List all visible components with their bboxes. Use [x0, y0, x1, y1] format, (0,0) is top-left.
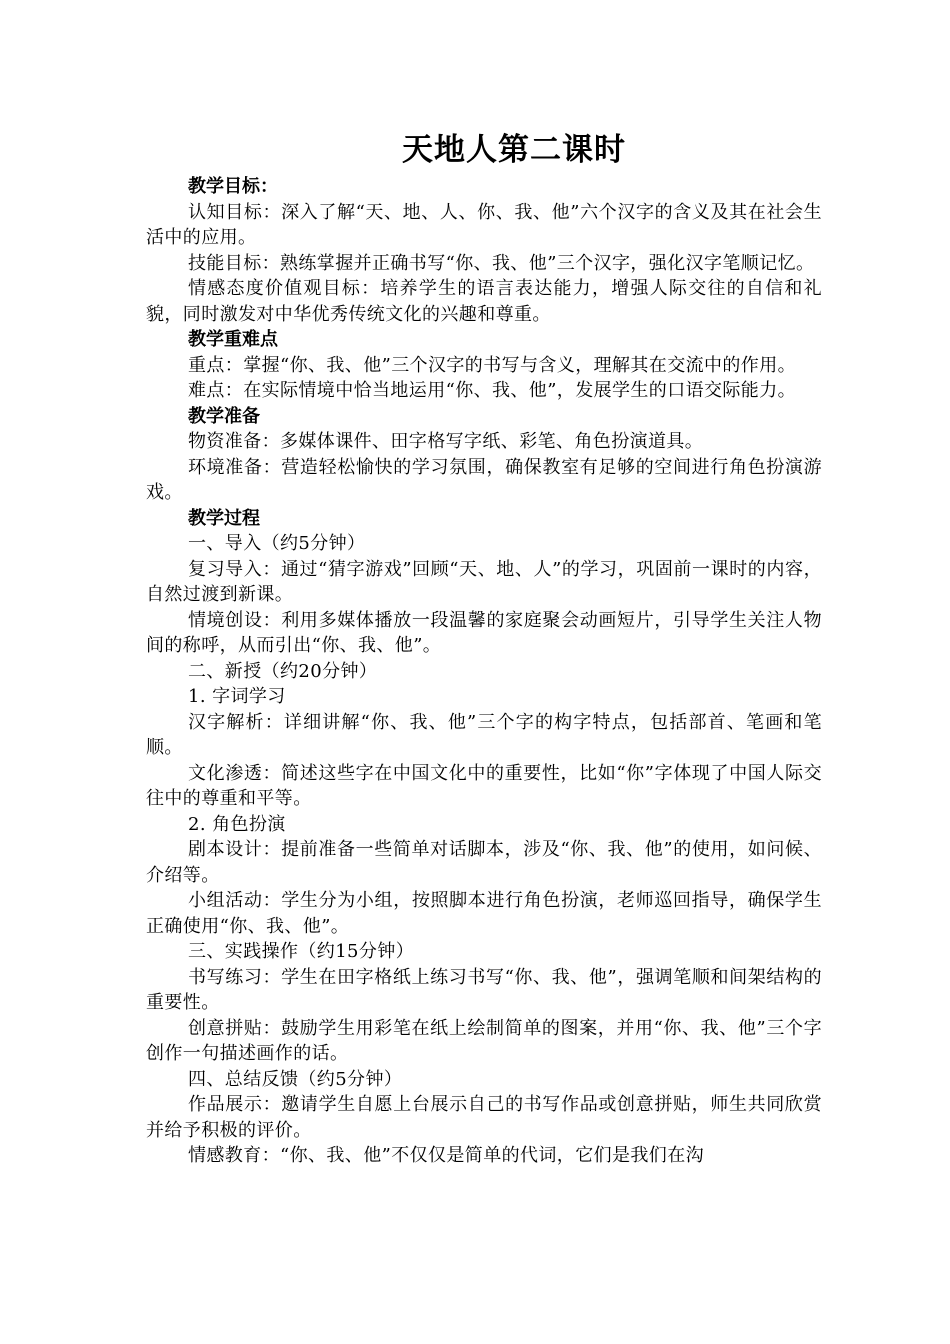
paragraph-prep-environment: 环境准备：营造轻松愉快的学习氛围，确保教室有足够的空间进行角色扮演游戏。	[146, 456, 822, 503]
subtitle-role-play: 2. 角色扮演	[188, 813, 286, 835]
paragraph-culture: 文化渗透：简述这些字在中国文化中的重要性，比如“你”字体现了中国人际交往中的尊重和平等。	[146, 762, 822, 809]
subtitle-word-learning: 1. 字词学习	[188, 686, 286, 707]
section-heading-goals: 教学目标：	[188, 176, 278, 197]
paragraph-difficult-point: 难点：在实际情境中恰当地运用“你、我、他”，发展学生的口语交际能力。	[188, 380, 797, 401]
paragraph-writing-practice: 书写练习：学生在田字格纸上练习书写“你、我、他”，强调笔顺和间架结构的重要性。	[146, 966, 822, 1013]
paragraph-intro-review: 复习导入：通过“猜字游戏”回顾“天、地、人”的学习，巩固前一课时的内容，自然过渡到新课。	[146, 558, 822, 605]
paragraph-goal-skill: 技能目标：熟练掌握并正确书写“你、我、他”三个汉字，强化汉字笔顺记忆。	[188, 252, 815, 274]
step-title-new-lesson: 二、新授（约20分钟）	[188, 660, 378, 682]
paragraph-work-display: 作品展示：邀请学生自愿上台展示自己的书写作品或创意拼贴，师生共同欣赏并给予积极的评价。	[146, 1094, 822, 1141]
document-page	[146, 128, 822, 1169]
paragraph-script-design: 剧本设计：提前准备一些简单对话脚本，涉及“你、我、他”的使用，如问候、介绍等。	[146, 839, 822, 886]
paragraph-creative-collage: 创意拼贴：鼓励学生用彩笔在纸上绘制简单的图案，并用“你、我、他”三个字创作一句描述画作的话。	[146, 1017, 822, 1064]
paragraph-character-analysis: 汉字解析：详细讲解“你、我、他”三个字的构字特点，包括部首、笔画和笔顺。	[146, 711, 822, 758]
section-heading-key-points: 教学重难点	[188, 329, 278, 350]
paragraph-goal-emotion: 情感态度价值观目标：培养学生的语言表达能力，增强人际交往的自信和礼貌，同时激发对中华优秀传统文化的兴趣和尊重。	[146, 278, 822, 325]
paragraph-goal-cognitive: 认知目标：深入了解“天、地、人、你、我、他”六个汉字的含义及其在社会生活中的应用。	[146, 201, 822, 248]
paragraph-group-activity: 小组活动：学生分为小组，按照脚本进行角色扮演，老师巡回指导，确保学生正确使用“你、我、他”。	[146, 890, 822, 937]
step-title-summary: 四、总结反馈（约5分钟）	[188, 1068, 403, 1090]
document-title: 天地人第二课时	[402, 132, 626, 168]
step-title-intro: 一、导入（约5分钟）	[188, 533, 366, 554]
section-heading-preparation: 教学准备	[188, 405, 260, 427]
paragraph-intro-scene: 情境创设：利用多媒体播放一段温馨的家庭聚会动画短片，引导学生关注人物间的称呼，从而引出“你、我、他”。	[146, 609, 822, 656]
paragraph-emotional-education: 情感教育：“你、我、他”不仅仅是简单的代词，它们是我们在沟	[188, 1145, 705, 1166]
paragraph-key-point: 重点：掌握“你、我、他”三个汉字的书写与含义，理解其在交流中的作用。	[188, 354, 797, 376]
paragraph-prep-material: 物资准备：多媒体课件、田字格写字纸、彩笔、角色扮演道具。	[188, 431, 704, 452]
step-title-practice: 三、实践操作（约15分钟）	[188, 941, 415, 962]
section-heading-process: 教学过程	[188, 507, 260, 529]
